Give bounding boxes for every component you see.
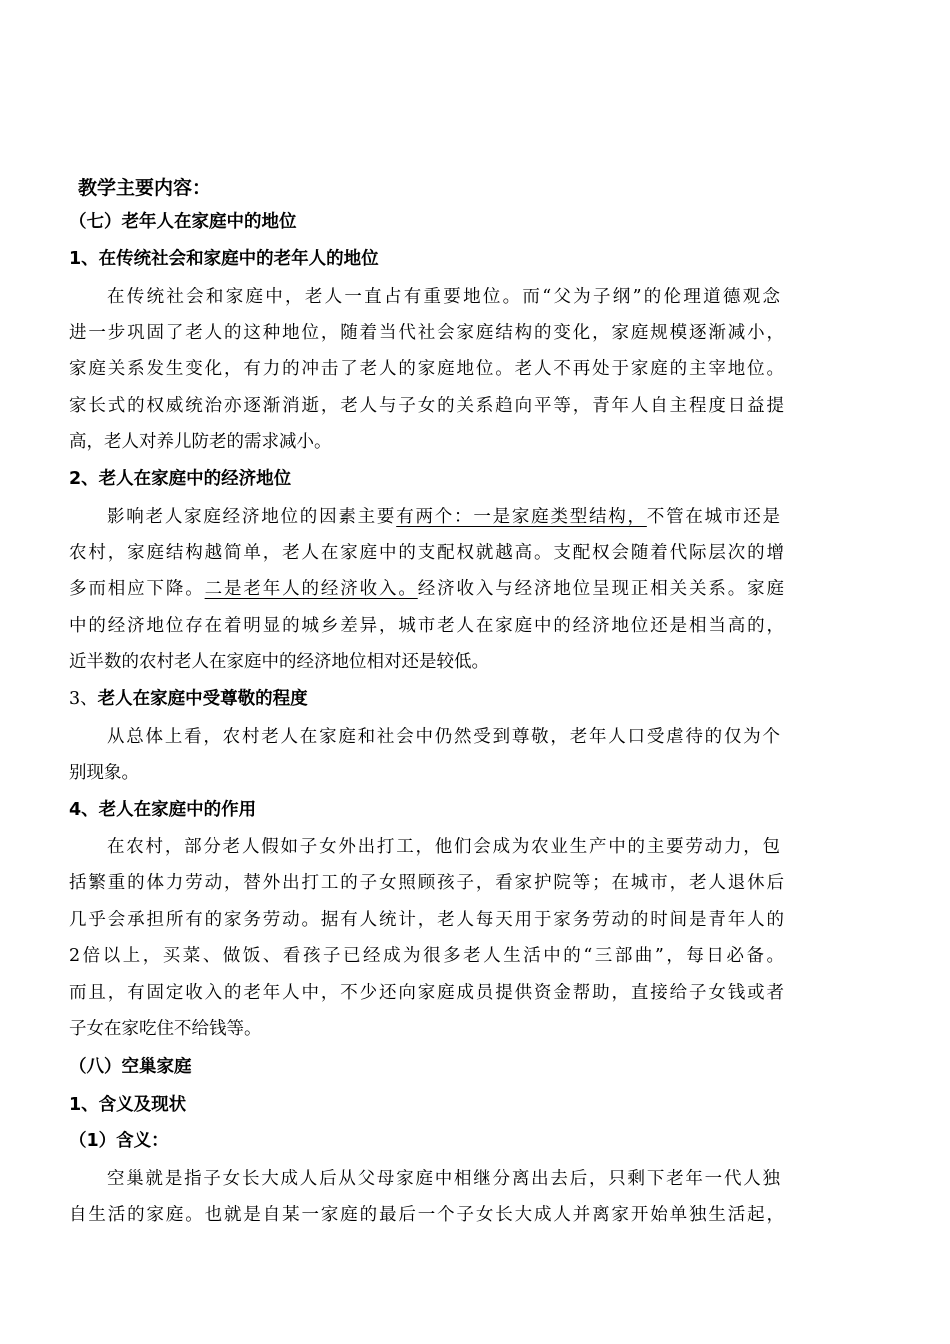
heading-text: 老人在家庭中受尊敬的程度 — [97, 689, 308, 709]
main-title: 教学主要内容： — [78, 177, 212, 199]
paragraph-line: 子女在家吃住不给钱等。 — [69, 1019, 262, 1039]
paragraph-line — [69, 577, 784, 601]
underlined-text: 二是老年人的经济收入。 — [204, 579, 418, 599]
underlined-text: 有两个：一是家庭类型结构， — [396, 507, 647, 527]
section-8-heading: （八）空巢家庭 — [69, 1057, 192, 1077]
text-span: 影响老人家庭经济地位的因素主要 — [107, 507, 397, 527]
paragraph-line: 近半数的农村老人在家庭中的经济地位相对还是较低。 — [69, 652, 489, 672]
paragraph-line: 括繁重的体力劳动，替外出打工的子女照顾孩子，看家护院等；在城市，老人退休后 — [69, 873, 784, 893]
section-7-2-heading: 2、老人在家庭中的经济地位 — [69, 469, 292, 489]
paragraph-line: 家庭关系发生变化，有力的冲击了老人的家庭地位。老人不再处于家庭的主宰地位。 — [69, 359, 784, 379]
text-span: 经济收入与经济地位呈现正相关关系。家庭 — [417, 579, 784, 599]
section-8-1-1-heading: （1）含义： — [69, 1131, 169, 1151]
section-7-4-heading: 4、老人在家庭中的作用 — [69, 800, 257, 820]
paragraph-line: 进一步巩固了老人的这种地位，随着当代社会家庭结构的变化，家庭规模逐渐减小， — [69, 323, 784, 343]
paragraph-line: 从总体上看，农村老人在家庭和社会中仍然受到尊敬，老年人口受虐待的仅为个 — [107, 727, 780, 747]
section-8-1-heading: 1、含义及现状 — [69, 1095, 187, 1115]
paragraph-line: 2倍以上，买菜、做饭、看孩子已经成为很多老人生活中的“三部曲”，每日必备。 — [69, 946, 784, 966]
paragraph-line: 空巢就是指子女长大成人后从父母家庭中相继分离出去后，只剩下老年一代人独 — [107, 1169, 780, 1189]
paragraph-line: 中的经济地位存在着明显的城乡差异，城市老人在家庭中的经济地位还是相当高的， — [69, 616, 784, 636]
paragraph-line: 而且，有固定收入的老年人中，不少还向家庭成员提供资金帮助，直接给子女钱或者 — [69, 983, 784, 1003]
paragraph-line: 家长式的权威统治亦逐渐消逝，老人与子女的关系趋向平等，青年人自主程度日益提 — [69, 396, 784, 416]
paragraph-line: 几乎会承担所有的家务劳动。据有人统计，老人每天用于家务劳动的时间是青年人的 — [69, 910, 784, 930]
paragraph-line: 别现象。 — [69, 763, 139, 783]
paragraph-line: 农村，家庭结构越简单，老人在家庭中的支配权就越高。支配权会随着代际层次的增 — [69, 543, 784, 563]
section-7-heading: （七）老年人在家庭中的地位 — [69, 212, 297, 232]
section-7-3-heading — [69, 687, 784, 711]
paragraph-line: 在传统社会和家庭中，老人一直占有重要地位。而“父为子纲”的伦理道德观念 — [107, 287, 780, 307]
text-span: 多而相应下降。 — [69, 579, 205, 599]
heading-number: 3、 — [69, 689, 98, 709]
paragraph-line: 高，老人对养儿防老的需求减小。 — [69, 432, 332, 452]
paragraph-line: 自生活的家庭。也就是自某一家庭的最后一个子女长大成人并离家开始单独生活起， — [69, 1205, 784, 1225]
section-7-1-heading: 1、在传统社会和家庭中的老年人的地位 — [69, 249, 379, 269]
text-span: 不管在城市还是 — [646, 507, 781, 527]
paragraph-line: 在农村，部分老人假如子女外出打工，他们会成为农业生产中的主要劳动力，包 — [107, 837, 780, 857]
paragraph-line — [107, 505, 780, 529]
